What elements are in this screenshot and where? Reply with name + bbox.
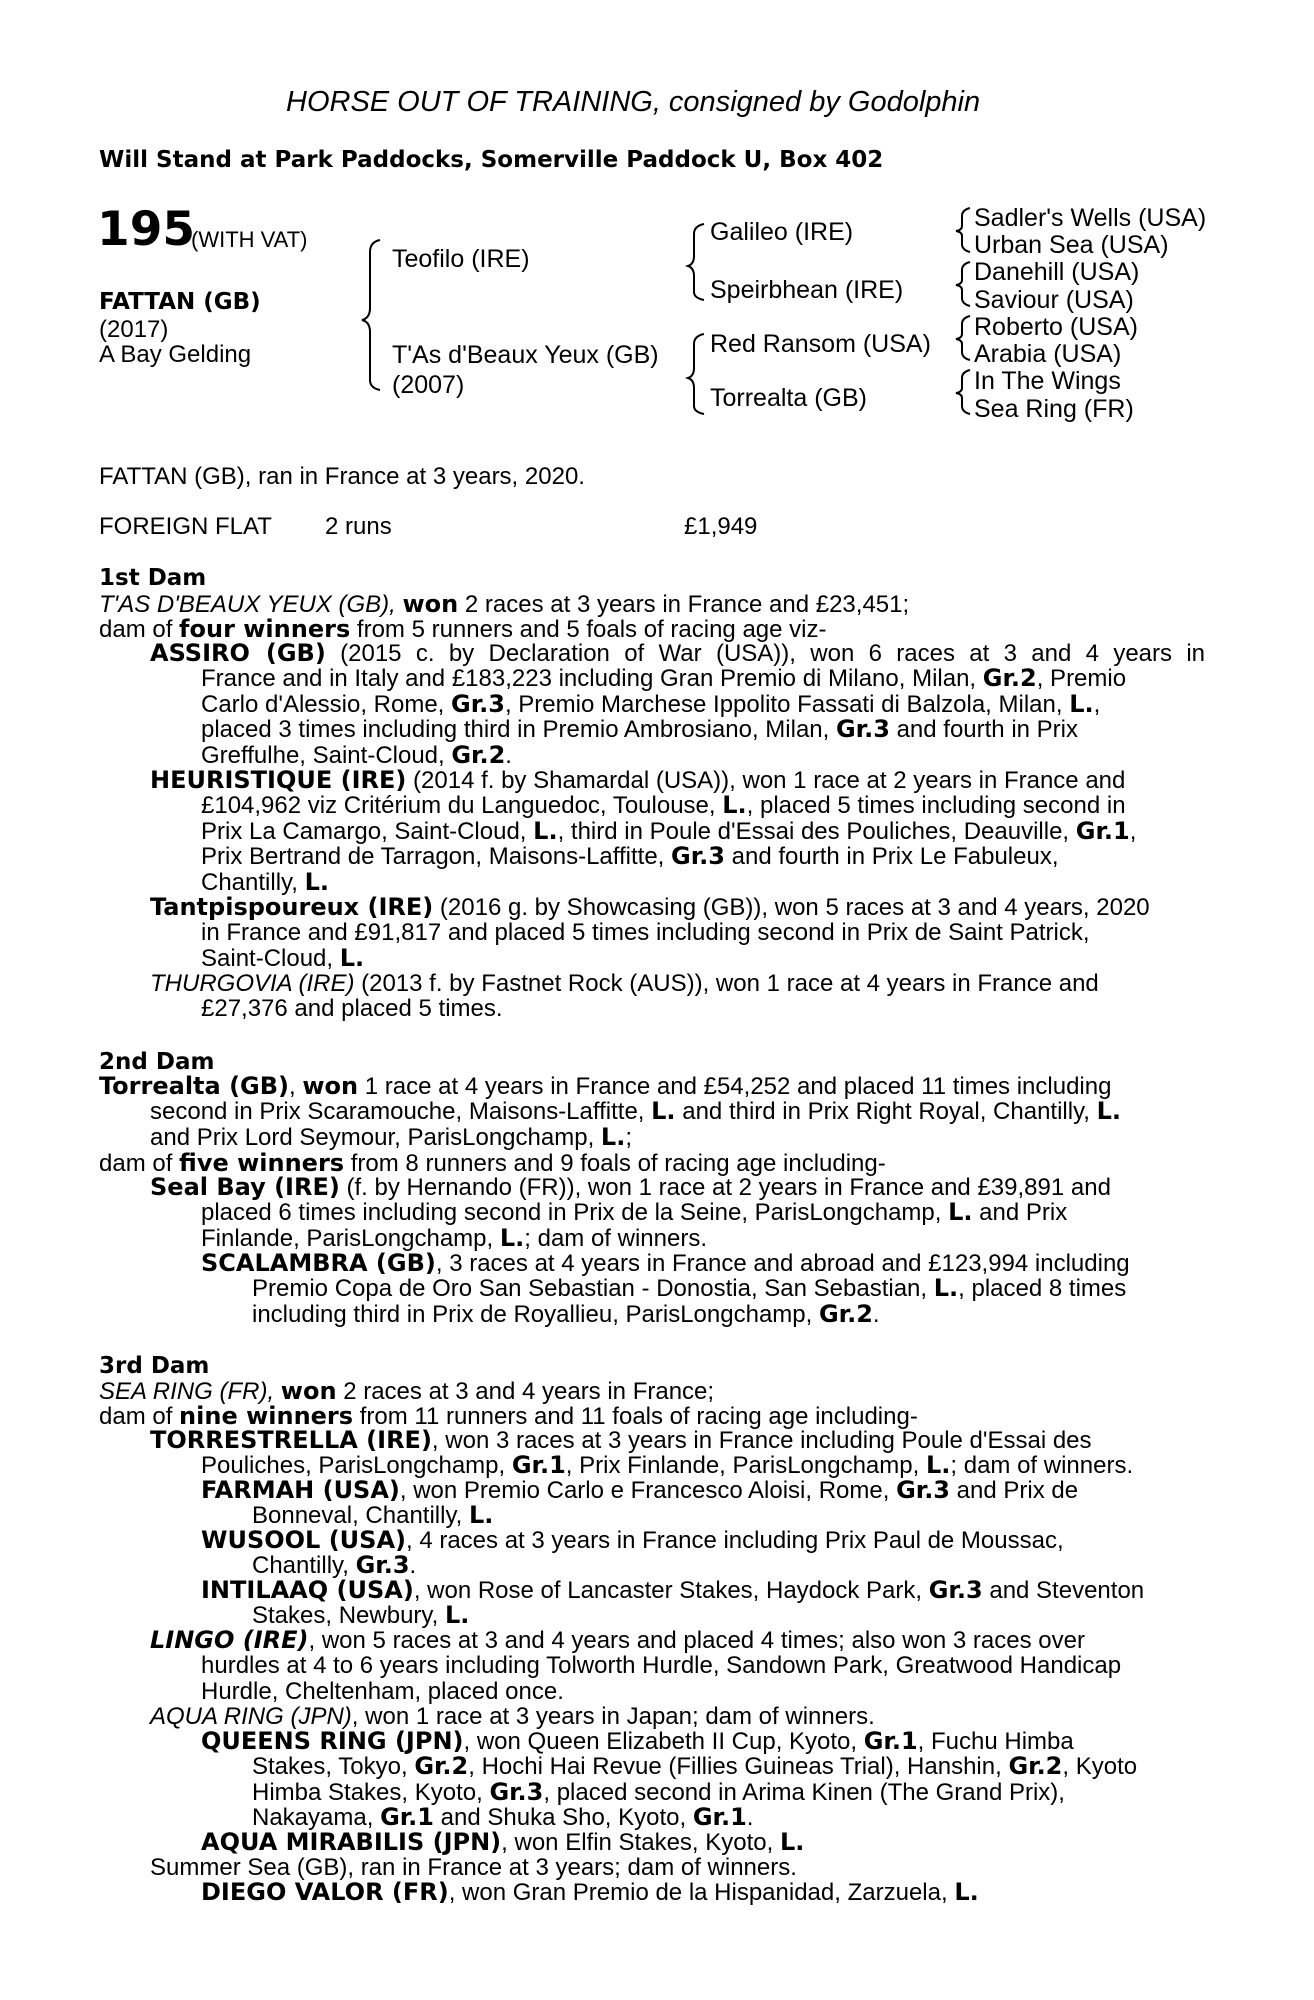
seal-text-3e: ; dam of winners. <box>524 1224 708 1252</box>
queen-grade-1: Gr.1 <box>863 1727 918 1755</box>
summer-text-1: Summer Sea (GB), ran in France at 3 years; dam of winners. <box>150 1854 797 1881</box>
wus-text-1: , 4 races at 3 years in France including Prix Paul de Moussac, <box>405 1527 1064 1554</box>
wus-name: WUSOOL (USA) <box>201 1526 406 1554</box>
dam3-winners-count: nine winners <box>179 1402 354 1430</box>
thur-name: THURGOVIA (IRE) <box>150 970 355 997</box>
queen-text-2b: , Hochi Hai Revue (Fillies Guineas Trial), Hanshin, <box>468 1753 1009 1780</box>
queen-grade-4: Gr.1 <box>380 1803 434 1831</box>
pedigree-ssd: Urban Sea (USA) <box>974 231 1169 259</box>
farm-text-1e: and Prix de <box>950 1477 1079 1504</box>
heur-text-3e: , <box>1129 817 1137 845</box>
produce-summer-sea <box>150 1855 1205 1881</box>
produce-lingo <box>150 1628 1205 1654</box>
dam2-text-2: second in Prix Scaramouche, Maisons-Laffitte, <box>150 1098 652 1125</box>
dam2-produce-prefix: dam of <box>99 1150 180 1177</box>
assiro-grade-2: Gr.2 <box>982 664 1037 692</box>
assiro-grade-5: Gr.2 <box>451 740 506 769</box>
tant-name: Tantpispoureux (IRE) <box>150 893 434 921</box>
dam3-record: 2 races at 3 and 4 years in France; <box>336 1378 715 1405</box>
lingo-text-3: Hurdle, Cheltenham, placed once. <box>201 1677 564 1705</box>
produce-heuristique-cont <box>201 793 1205 895</box>
queen-grade-4b: Gr.1 <box>692 1803 747 1831</box>
pedigree-sss: Sadler's Wells (USA) <box>974 204 1207 232</box>
queen-text-3e: , placed second in Arima Kinen (The Grand Prix), <box>543 1778 1065 1806</box>
dam2-listed-3: L. <box>600 1122 626 1151</box>
dam2-name: Torrealta (GB) <box>99 1072 289 1100</box>
mira-text-1: , won Elfin Stakes, Kyoto, <box>501 1829 780 1856</box>
heur-listed-5: L. <box>304 867 330 896</box>
heur-text-1: (2014 f. by Shamardal (USA)), won 1 race at 2 years in France and <box>406 767 1126 794</box>
dam1-won: won <box>402 590 459 618</box>
pedigree-dam: T'As d'Beaux Yeux (GB) <box>392 341 659 369</box>
produce-thurgovia <box>150 971 1205 997</box>
pedigree-sds: Danehill (USA) <box>974 258 1140 286</box>
dam1-heading: 1st Dam <box>99 565 207 591</box>
dam2-produce-suffix: from 8 runners and 9 foals of racing age including- <box>344 1150 886 1177</box>
farm-name: FARMAH (USA) <box>201 1476 400 1504</box>
pedigree-sire-dam: Speirbhean (IRE) <box>710 276 904 304</box>
dam2-text-3e: ; <box>625 1123 632 1151</box>
assiro-text-5e: . <box>505 741 512 769</box>
record-earnings: £1,949 <box>684 513 758 540</box>
dam2-listed-2: L. <box>651 1097 676 1125</box>
foaling-year: (2017) <box>99 316 169 343</box>
torr-text-2e: ; dam of winners. <box>950 1452 1134 1479</box>
heur-grade-3: Gr.1 <box>1075 816 1130 845</box>
produce-farmah-cont <box>252 1503 1205 1529</box>
produce-assiro-cont <box>201 666 1205 768</box>
queen-grade-2: Gr.2 <box>414 1752 469 1780</box>
produce-seal-bay <box>150 1175 1205 1201</box>
dam3-produce-suffix: from 11 runners and 11 foals of racing age including- <box>353 1403 918 1430</box>
tant-text-3: Saint-Cloud, <box>201 944 340 972</box>
aqua-name: AQUA RING (JPN) <box>150 1703 352 1730</box>
inti-grade-1: Gr.3 <box>928 1576 983 1604</box>
heur-text-5: Chantilly, <box>201 868 305 896</box>
pedigree-sire: Teofilo (IRE) <box>392 245 530 273</box>
produce-assiro <box>150 641 1205 667</box>
dam2-heading: 2nd Dam <box>99 1049 215 1075</box>
mira-listed-1: L. <box>779 1828 805 1856</box>
dam1-produce-prefix: dam of <box>99 616 180 643</box>
dam2-text-3: and Prix Lord Seymour, ParisLongchamp, <box>150 1123 601 1151</box>
scal-listed-2: L. <box>933 1274 959 1302</box>
stand-location: Will Stand at Park Paddocks, Somerville Paddock U, Box 402 <box>99 147 884 173</box>
lingo-text-2: hurdles at 4 to 6 years including Tolworth Hurdle, Sandown Park, Greatwood Handicap <box>201 1652 1122 1679</box>
dam3-produce-prefix: dam of <box>99 1403 180 1430</box>
inti-name: INTILAAQ (USA) <box>201 1576 414 1604</box>
torr-text-1: , won 3 races at 3 years in France including Poule d'Essai des <box>431 1427 1092 1454</box>
produce-intilaaq-cont <box>252 1603 1205 1629</box>
torr-name: TORRESTRELLA (IRE) <box>150 1426 432 1454</box>
farm-listed-2: L. <box>469 1501 494 1529</box>
produce-seal-bay-cont <box>201 1200 1205 1251</box>
seal-text-1: (f. by Hernando (FR)), won 1 race at 2 years in France and £39,891 and <box>339 1174 1111 1201</box>
queen-text-3: Himba Stakes, Kyoto, <box>252 1778 490 1806</box>
page-title: HORSE OUT OF TRAINING, consigned by Godolphin <box>286 86 981 118</box>
mira-name: AQUA MIRABILIS (JPN) <box>201 1828 502 1856</box>
torr-listed-2: L. <box>925 1451 951 1479</box>
seal-name: Seal Bay (IRE) <box>150 1173 340 1201</box>
dam2-won: won <box>302 1072 359 1100</box>
queen-text-1e: , Fuchu Himba <box>917 1728 1074 1755</box>
dam2-line1 <box>99 1074 1205 1100</box>
seal-listed-2: L. <box>948 1198 973 1226</box>
queen-text-4e: . <box>746 1804 754 1831</box>
queen-text-4: Nakayama, <box>252 1804 381 1831</box>
produce-heuristique <box>150 768 1205 794</box>
produce-thurgovia-cont <box>201 996 1205 1022</box>
dam2-text-2e: and third in Prix Right Royal, Chantilly, <box>675 1098 1097 1125</box>
lingo-name: LINGO (IRE) <box>150 1626 309 1654</box>
torr-grade-2: Gr.1 <box>511 1451 566 1479</box>
queen-text-4b: and Shuka Sho, Kyoto, <box>434 1804 693 1831</box>
produce-lingo-cont <box>201 1653 1205 1704</box>
heur-text-4e: and fourth in Prix Le Fabuleux, <box>724 843 1059 870</box>
heur-grade-4: Gr.3 <box>671 842 725 870</box>
dam2-record: 1 race at 4 years in France and £54,252 and placed 11 times including <box>358 1073 1112 1100</box>
scal-text-3e: . <box>872 1300 880 1328</box>
assiro-text-3b: , Premio Marchese Ippolito Fassati di Balzola, Milan, <box>504 690 1070 718</box>
produce-tantpispoureux-cont <box>201 920 1205 971</box>
produce-intilaaq <box>201 1578 1205 1604</box>
scal-text-3: including third in Prix de Royallieu, ParisLongchamp, <box>252 1300 819 1328</box>
inti-text-1e: and Steventon <box>982 1577 1145 1604</box>
scal-text-1: , 3 races at 4 years in France and abroad and £123,994 including <box>435 1250 1130 1277</box>
assiro-text-3e: , <box>1093 690 1101 718</box>
assiro-grade-3: Gr.3 <box>451 689 505 718</box>
heur-text-2e: , placed 5 times including second in <box>746 792 1126 819</box>
produce-aqua-mirabilis <box>201 1830 1205 1856</box>
assiro-text-5: Greffulhe, Saint-Cloud, <box>201 741 452 769</box>
wus-text-2e: . <box>409 1552 417 1579</box>
queen-grade-3: Gr.3 <box>489 1777 544 1806</box>
inti-listed-2: L. <box>444 1601 470 1629</box>
produce-wusool <box>201 1528 1205 1554</box>
farm-text-1: , won Premio Carlo e Francesco Aloisi, Rome, <box>399 1477 897 1504</box>
dam3-line1 <box>99 1378 714 1405</box>
produce-torrestrella-cont <box>201 1453 1205 1479</box>
farm-text-2: Bonneval, Chantilly, <box>252 1502 470 1529</box>
record-runs: 2 runs <box>325 513 392 540</box>
record-label: FOREIGN FLAT <box>99 513 272 540</box>
produce-wusool-cont <box>252 1553 1205 1579</box>
pedigree-dsd: Arabia (USA) <box>974 340 1122 368</box>
scal-grade-3: Gr.2 <box>818 1299 873 1328</box>
thur-text-1: (2013 f. by Fastnet Rock (AUS)), won 1 race at 4 years in France and <box>354 970 1099 997</box>
dam1-produce-suffix: from 5 runners and 5 foals of racing age viz- <box>350 616 827 643</box>
dam2-winners-count: five winners <box>179 1149 345 1177</box>
horse-description: A Bay Gelding <box>99 341 252 368</box>
produce-queens-ring-cont <box>252 1754 1205 1831</box>
dam1-line1 <box>99 591 909 618</box>
heur-text-3b: , third in Poule d'Essai des Pouliches, Deauville, <box>557 817 1076 845</box>
seal-text-3: Finlande, ParisLongchamp, <box>201 1224 500 1252</box>
dam1-record: 2 races at 3 years in France and £23,451; <box>458 591 910 618</box>
dam2-listed-2b: L. <box>1096 1097 1122 1125</box>
torr-text-2b: , Prix Finlande, ParisLongchamp, <box>565 1452 926 1479</box>
seal-text-2e: and Prix <box>972 1199 1068 1226</box>
tant-text-2: in France and £91,817 and placed 5 times including second in Prix de Saint Patrick, <box>201 919 1090 946</box>
race-summary: FATTAN (GB), ran in France at 3 years, 2020. <box>99 463 585 490</box>
seal-text-2: placed 6 times including second in Prix de la Seine, ParisLongchamp, <box>201 1199 949 1226</box>
vat-label: (WITH VAT) <box>191 227 308 252</box>
torr-text-2: Pouliches, ParisLongchamp, <box>201 1452 512 1479</box>
heur-listed-3: L. <box>533 816 558 845</box>
dam3-name: SEA RING (FR), <box>99 1378 281 1405</box>
pedigree-dam-year: (2007) <box>392 371 465 399</box>
inti-text-1: , won Rose of Lancaster Stakes, Haydock Park, <box>413 1577 929 1604</box>
pedigree-sire-sire: Galileo (IRE) <box>710 218 854 246</box>
diego-name: DIEGO VALOR (FR) <box>201 1878 449 1906</box>
queen-text-2e: , Kyoto <box>1062 1753 1138 1780</box>
assiro-grade-4: Gr.3 <box>835 715 890 743</box>
dam3-won: won <box>280 1377 337 1405</box>
assiro-text-2: France and in Italy and £183,223 including Gran Premio di Milano, Milan, <box>201 665 983 692</box>
dam3-heading: 3rd Dam <box>99 1353 210 1379</box>
produce-tantpispoureux <box>150 895 1205 921</box>
pedigree-dam-dam: Torrealta (GB) <box>710 384 867 412</box>
produce-farmah <box>201 1478 1205 1504</box>
pedigree-sdd: Saviour (USA) <box>974 286 1134 314</box>
pedigree-dds: In The Wings <box>974 367 1121 395</box>
thur-text-2: £27,376 and placed 5 times. <box>201 995 503 1022</box>
heur-text-4: Prix Bertrand de Tarragon, Maisons-Laffitte, <box>201 843 672 870</box>
queen-text-2: Stakes, Tokyo, <box>252 1753 415 1780</box>
scal-text-2: Premio Copa de Oro San Sebastian - Donostia, San Sebastian, <box>252 1275 934 1302</box>
horse-name: FATTAN (GB) <box>99 289 261 315</box>
wus-text-2: Chantilly, <box>252 1552 356 1579</box>
scal-name: SCALAMBRA (GB) <box>201 1249 436 1277</box>
dam2-sep: , <box>289 1073 303 1100</box>
scal-text-2e: , placed 8 times <box>958 1275 1127 1302</box>
produce-aqua-ring <box>150 1704 1205 1730</box>
assiro-text-4e: and fourth in Prix <box>889 716 1079 743</box>
heur-text-2: £104,962 viz Critérium du Languedoc, Toulouse, <box>201 792 723 819</box>
queen-name: QUEENS RING (JPN) <box>201 1727 464 1755</box>
heur-text-3: Prix La Camargo, Saint-Cloud, <box>201 817 534 845</box>
lot-number: 195 <box>97 202 196 257</box>
assiro-text-4: placed 3 times including third in Premio Ambrosiano, Milan, <box>201 716 836 743</box>
heur-listed-2: L. <box>722 791 747 819</box>
heur-name: HEURISTIQUE (IRE) <box>150 766 407 794</box>
inti-text-2: Stakes, Newbury, <box>252 1602 445 1629</box>
wus-grade-2: Gr.3 <box>355 1551 410 1579</box>
produce-diego-valor <box>201 1880 1205 1906</box>
diego-text-1: , won Gran Premio de la Hispanidad, Zarzuela, <box>448 1879 955 1906</box>
dam1-winners-count: four winners <box>179 615 351 643</box>
assiro-listed-3: L. <box>1069 689 1094 718</box>
farm-grade-1: Gr.3 <box>896 1476 951 1504</box>
queen-text-1: , won Queen Elizabeth II Cup, Kyoto, <box>463 1728 864 1755</box>
produce-scalambra <box>201 1251 1205 1277</box>
seal-listed-3: L. <box>499 1223 525 1252</box>
assiro-text-2e: , Premio <box>1036 665 1127 692</box>
aqua-text-1: , won 1 race at 3 years in Japan; dam of winners. <box>351 1703 875 1730</box>
pedigree-dam-sire: Red Ransom (USA) <box>710 330 931 358</box>
queen-grade-2b: Gr.2 <box>1008 1752 1063 1780</box>
assiro-text-3: Carlo d'Alessio, Rome, <box>201 690 452 718</box>
produce-queens-ring <box>201 1729 1205 1755</box>
diego-listed-1: L. <box>954 1878 979 1906</box>
pedigree-ddd: Sea Ring (FR) <box>974 395 1134 423</box>
tant-listed-3: L. <box>339 943 365 972</box>
assiro-name: ASSIRO (GB) <box>150 639 326 667</box>
tant-text-1: (2016 g. by Showcasing (GB)), won 5 races at 3 and 4 years, 2020 <box>433 894 1150 921</box>
pedigree-dss: Roberto (USA) <box>974 313 1138 341</box>
dam1-name: T'AS D'BEAUX YEUX (GB), <box>99 591 403 618</box>
assiro-text-1: (2015 c. by Declaration of War (USA)), won 6 races at 3 and 4 years in <box>325 640 1205 667</box>
produce-scalambra-cont <box>252 1276 1205 1327</box>
lingo-text-1: , won 5 races at 3 and 4 years and placed 4 times; also won 3 races over <box>308 1627 1085 1654</box>
dam2-cont <box>150 1099 1205 1150</box>
produce-torrestrella <box>150 1428 1205 1454</box>
